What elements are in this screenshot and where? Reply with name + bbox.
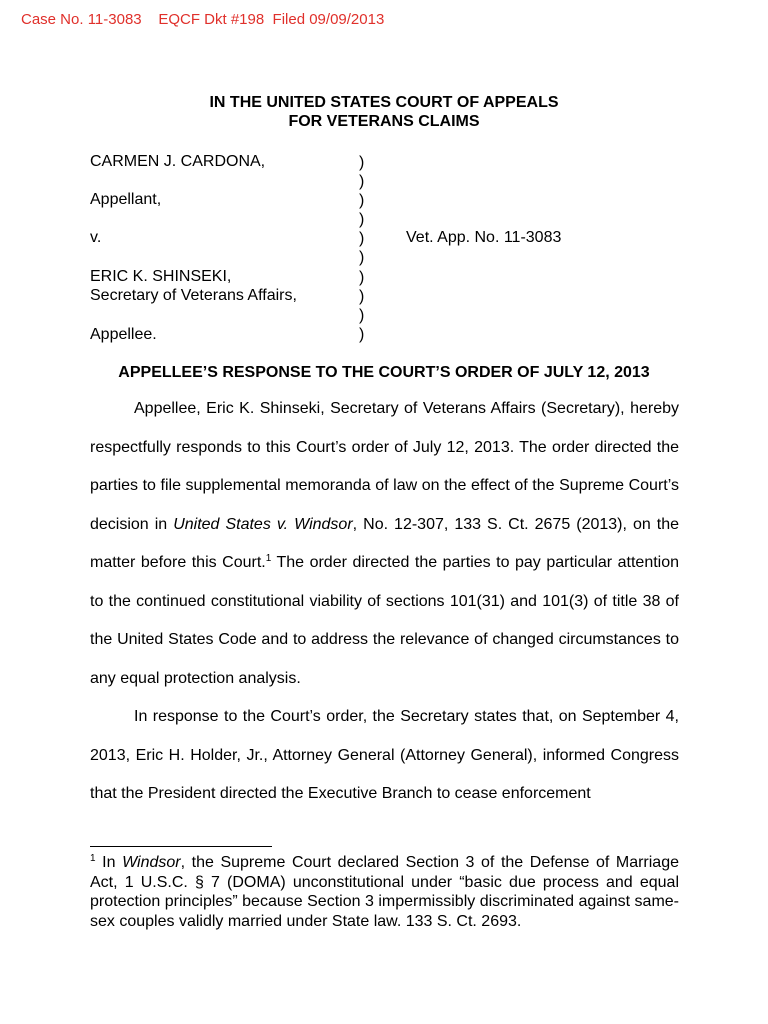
document-body (90, 390, 679, 814)
paragraph-2: In response to the Court’s order, the Secretary states that, on September 4, 2013, Eric H. Holder, Jr., Attorney General (Attorney General), informed Congress that the President directed the Executive Branch to cease enforcement (90, 708, 679, 802)
appellee-name: ERIC K. SHINSEKI, (90, 268, 232, 285)
case-citation: United States v. Windsor (173, 515, 353, 533)
court-name-line-2: FOR VETERANS CLAIMS (288, 113, 480, 130)
footnote-separator (90, 846, 272, 847)
appellee-role: Appellee. (90, 326, 157, 343)
case-number: Case No. 11-3083 (21, 11, 142, 28)
caption-parentheses: ) ) ) ) ) ) ) ) ) ) (359, 154, 365, 343)
docket-number: Vet. App. No. 11-3083 (406, 229, 562, 246)
footnote-reference: 1 (265, 553, 272, 564)
appellee-title: Secretary of Veterans Affairs, (90, 287, 297, 304)
docket-entry: EQCF Dkt #198 (158, 11, 265, 28)
footnote: $^1$ In Windsor, the Supreme Court declared Section 3 of the Defense of Marriage Act, 1 U.S.C. § 7 (DOMA) unconstitutional under “basic due process and equal protection principles” because Section 3 impermissibly discriminated against same-sex couples validly married under State law. 133 S. Ct. 2693. (90, 853, 679, 930)
filing-stamp (21, 11, 384, 28)
versus: v. (90, 229, 102, 246)
paragraph-1: Appellee, Eric K. Shinseki, Secretary of Veterans Affairs (Secretary), hereby respectfully responds to this Court’s order of July 12, 2013. The order directed the parties to file supplemental memoranda of law on the effect of the Supreme Court’s decision in United States v. Windsor, No. 12-307, 133 S. Ct. 2675 (2013), on the matter before this Court.$^1$ The order directed the parties to pay particular attention to the continued constitutional viability of sections 101(31) and 101(3) of title 38 of the United States Code and to address the relevance of changed circumstances to any equal protection analysis. (90, 400, 680, 687)
appellant-role: Appellant, (90, 191, 162, 208)
footnote-marker: 1 (90, 853, 96, 864)
filed-date: Filed 09/09/2013 (272, 11, 385, 28)
footnote-case-citation: Windsor (122, 854, 181, 871)
document-title: APPELLEE’S RESPONSE TO THE COURT’S ORDER OF JULY 12, 2013 (118, 364, 650, 381)
appellant-name: CARMEN J. CARDONA, (90, 153, 266, 170)
court-name-line-1: IN THE UNITED STATES COURT OF APPEALS (209, 94, 559, 111)
